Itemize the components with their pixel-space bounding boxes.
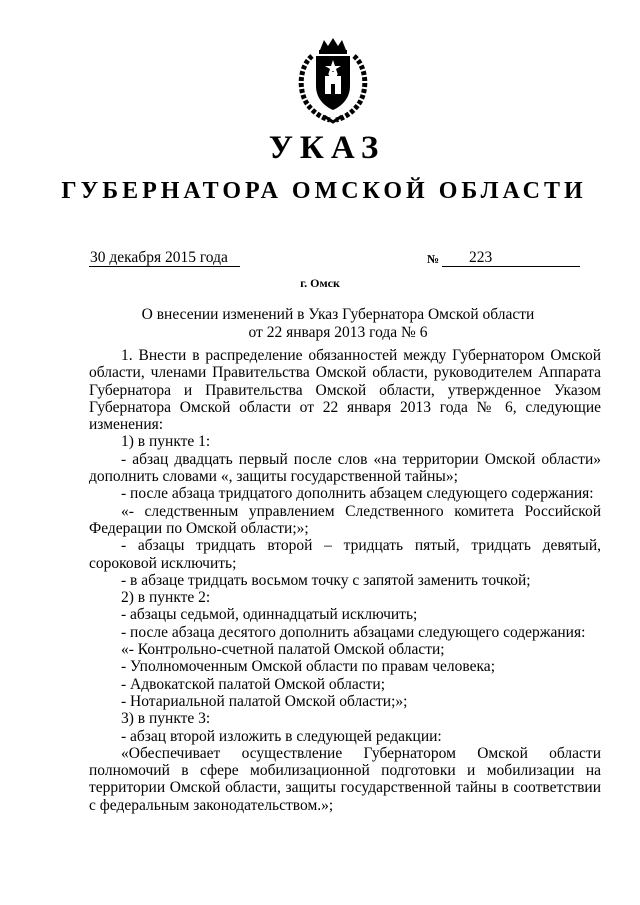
paragraph: - абзацы седьмой, одиннадцатый исключить; [121,606,418,624]
paragraph: «- следственным управлением Следственного комитета Российской Федерации по Омской области;»; [89,502,601,537]
paragraph: - Нотариальной палатой Омской области;»; [121,692,408,710]
paragraph: - после абзаца тридцатого дополнить абзацем следующего содержания: [121,485,594,503]
document-date: 30 декабря 2015 года [89,249,240,267]
paragraph: - абзац двадцать первый после слов «на территории Омской области» дополнить словами «, защиты государственной тайны»; [89,450,601,486]
subject-line-2: от 22 января 2013 года № 6 [248,324,428,341]
document-city: г. Омск [300,276,340,290]
document-body [89,347,601,814]
paragraph: «Обеспечивает осуществление Губернатором Омской области полномочий в сфере мобилизационной подготовки и мобилизации на территории Омской области, защиты государственной тайны в соответствии с федеральным законодательством.»; [89,744,601,814]
paragraph: - абзацы тридцать второй – тридцать пятый, тридцать девятый, сороковой исключить; [89,537,601,572]
paragraph: - после абзаца десятого дополнить абзацами следующего содержания: [121,623,586,641]
paragraph: - Уполномоченным Омской области по правам человека; [121,658,495,676]
paragraph-item-1: 1) в пункте 1: [121,433,211,451]
paragraph-item-2: 2) в пункте 2: [121,589,211,607]
paragraph: - в абзаце тридцать восьмом точку с запятой заменить точкой; [121,571,531,589]
paragraph: - Адвокатской палатой Омской области; [121,675,386,693]
coat-of-arms-icon [294,36,372,124]
paragraph-item-3: 3) в пункте 3: [121,710,211,728]
paragraph: «- Контрольно-счетной палатой Омской области; [121,641,445,659]
document-title: УКАЗ [268,130,386,166]
document-subject [80,306,596,342]
paragraph: - абзац второй изложить в следующей редакции: [121,727,442,745]
paragraph-main-clause: 1. Внести в распределение обязанностей между Губернатором Омской области, членами Правительства Омской области, руководителем Аппарата Губернатора и Правительства Омской области, утвержденное Указом Губернатора Омской области от 22 января 2013 года № 6, следующие изменения: [89,347,601,434]
document-subtitle: ГУБЕРНАТОРА ОМСКОЙ ОБЛАСТИ [61,178,587,204]
number-sign: № [427,252,440,266]
document-number-field [442,249,580,267]
subject-line-1: О внесении изменений в Указ Губернатора Омской области [141,306,535,323]
document-number: 223 [469,249,493,266]
